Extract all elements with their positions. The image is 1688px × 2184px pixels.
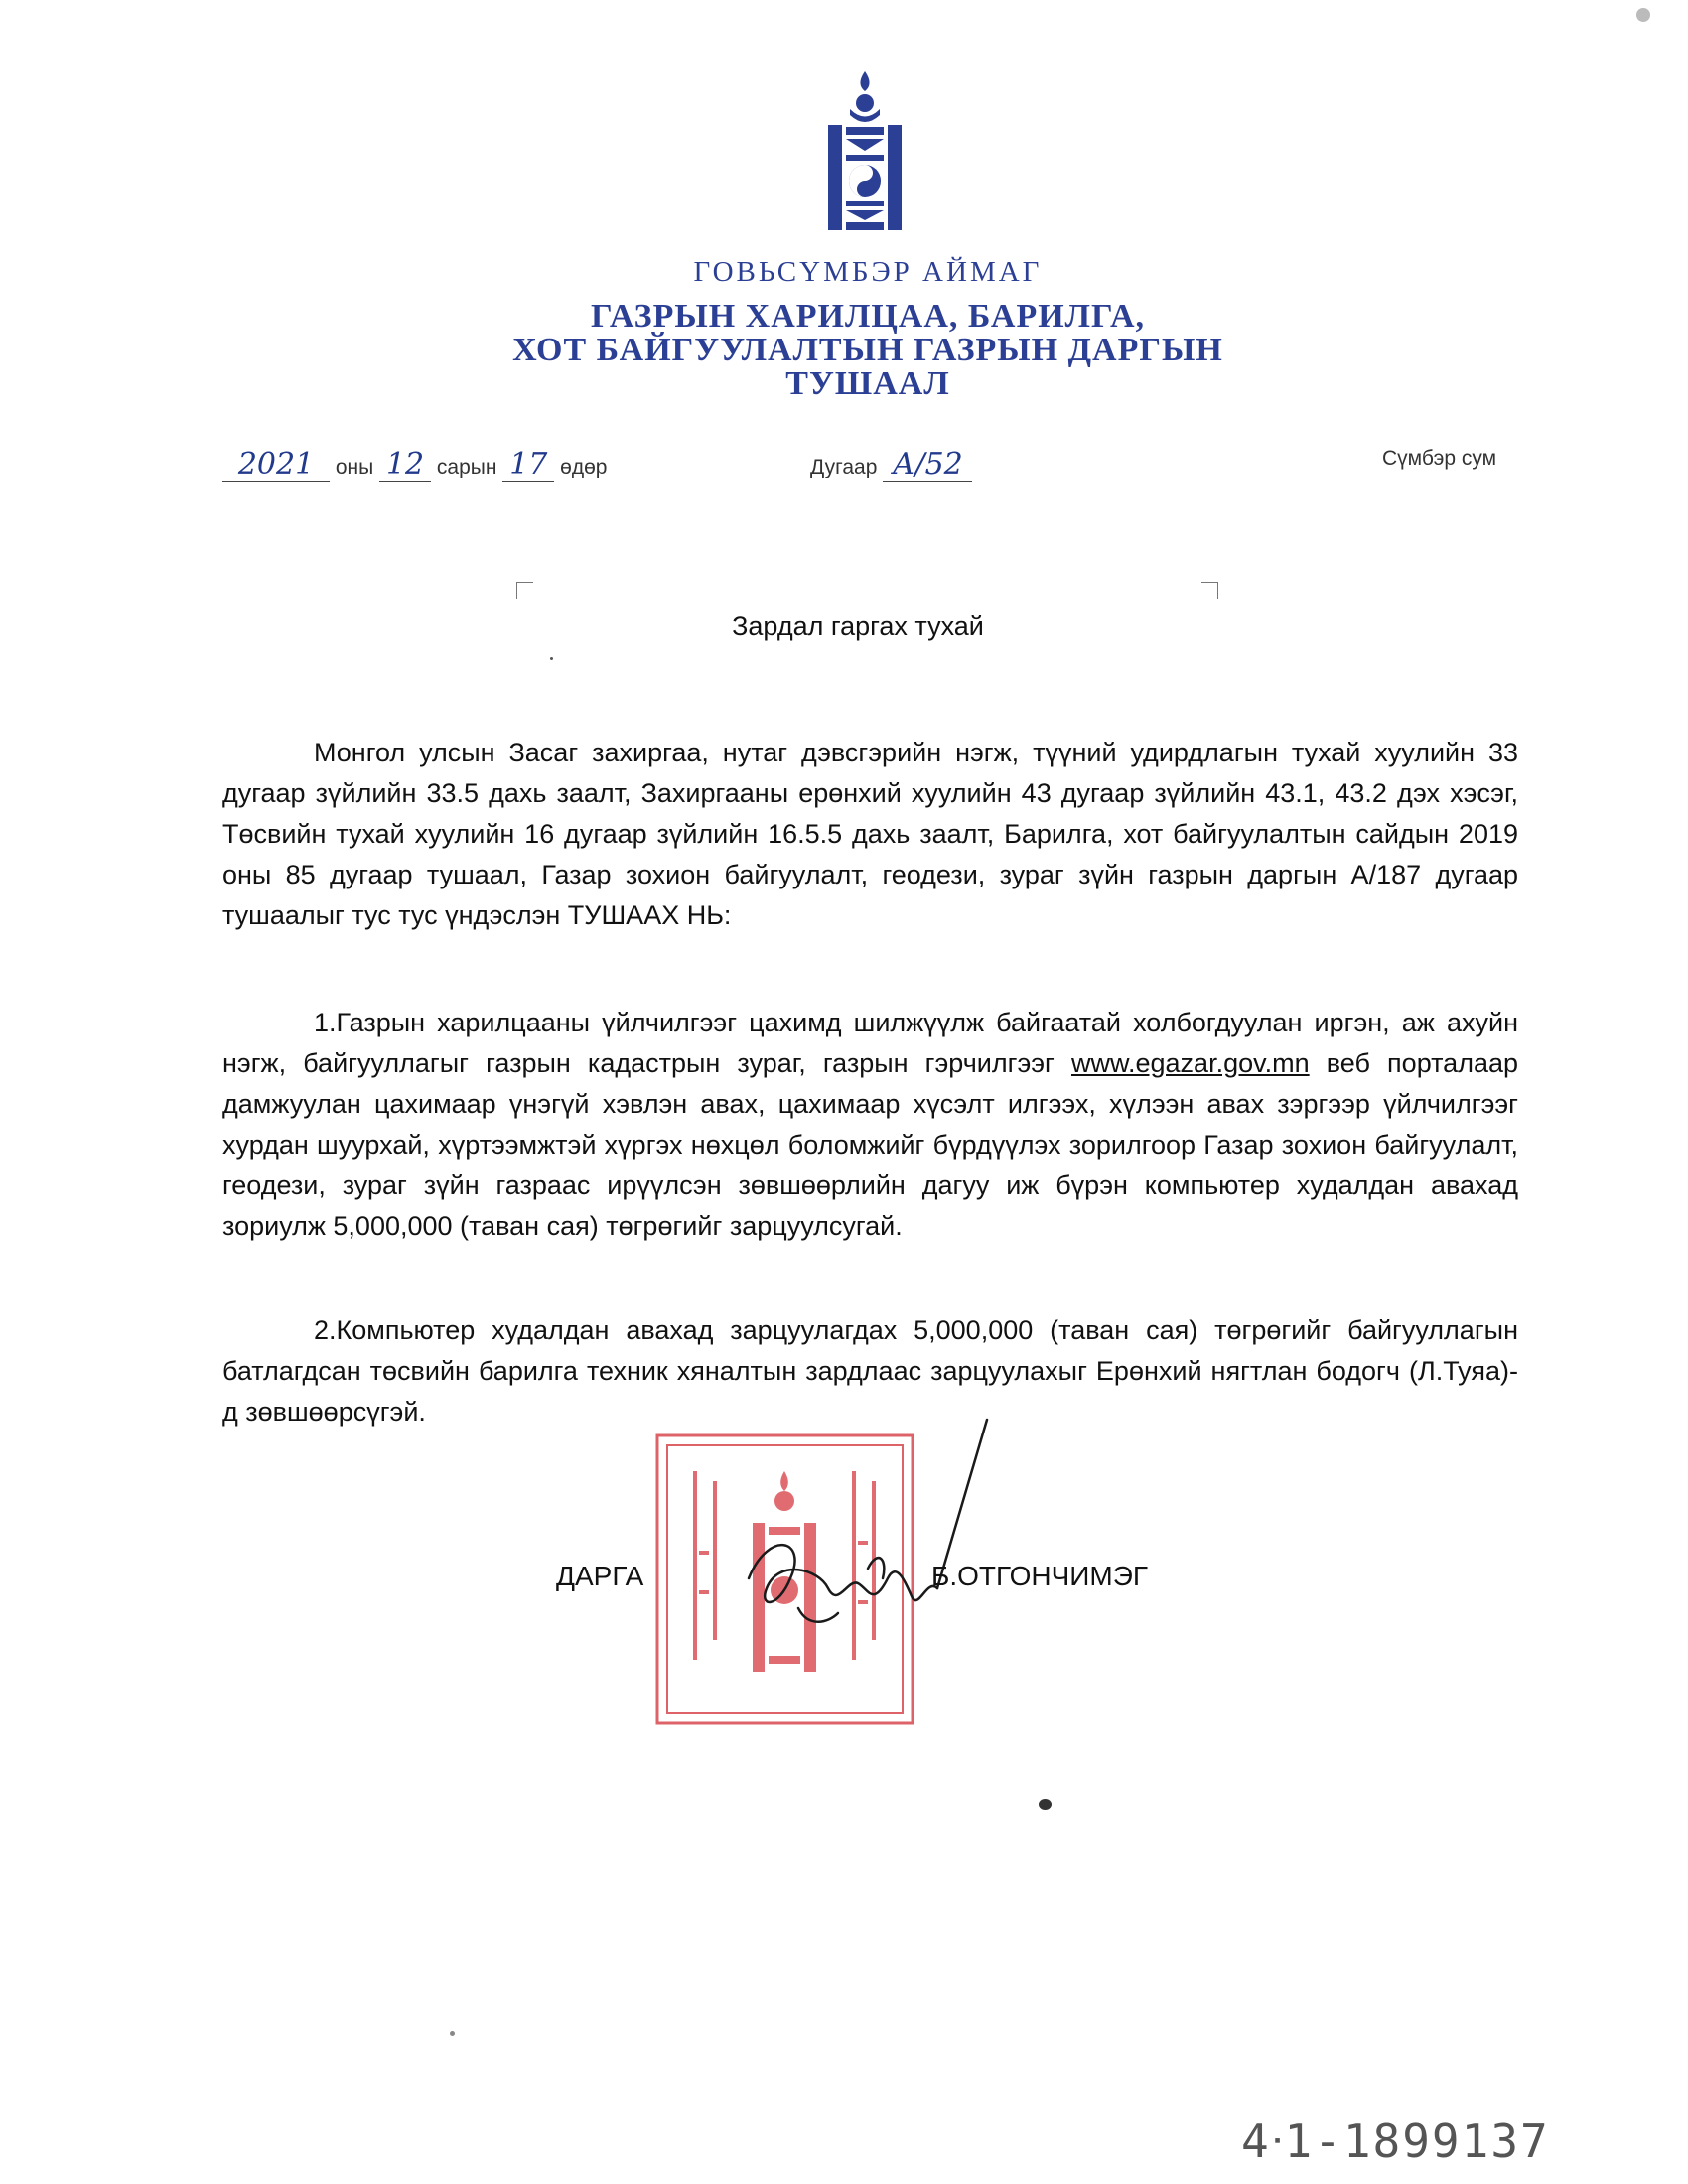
order-item-1 [222, 1003, 1518, 1247]
egazar-link[interactable]: www.egazar.gov.mn [1071, 1048, 1310, 1078]
subject-corner-right [1201, 582, 1218, 599]
date-day: 17 [502, 447, 554, 482]
date-year-suffix: оны [335, 456, 374, 478]
subject-corner-left [516, 582, 533, 599]
signatory-title: ДАРГА [556, 1561, 644, 1591]
aimag-title: ГОВЬСҮМБЭР АЙМАГ [693, 256, 1043, 288]
order-item-2: 2.Компьютер худалдан авахад зарцуулагдах 5,000,000 (таван сая) төгрөгийг байгууллагын батлагдсан төсвийн барилга техник хяналтын зардлаас зарцуулахыг Ерөнхий нягтлан бодогч (Л.Туяа)-д зөвшөөрсүгэй. [222, 1315, 1518, 1427]
date-month: 12 [379, 447, 431, 482]
date-year: 2021 [222, 447, 330, 482]
document-type: ТУШААЛ [785, 365, 950, 402]
department-title-line2: ХОТ БАЙГУУЛАЛТЫН ГАЗРЫН ДАРГЫН [512, 332, 1223, 368]
preamble-paragraph: Монгол улсын Засаг захиргаа, нутаг дэвсгэрийн нэгж, түүний удирдлагын тухай хуулийн 33 дугаар зүйлийн 33.5 дахь заалт, Захиргааны ерөнхий хуулийн 43 дугаар зүйлийн 43.1, 43.2 дэх хэсэг, Төсвийн тухай хуулийн 16 дугаар зүйлийн 16.5.5 дахь заалт, Барилга, хот байгуулалтын сайдын 2019 оны 85 дугаар тушаал, Газар зохион байгуулалт, геодези, зураг зүйн газрын даргын А/187 дугаар тушаалыг тус тус үндэслэн ТУШААХ НЬ: [222, 738, 1518, 930]
scan-speck [450, 2031, 455, 2036]
soyombo-emblem-icon [820, 69, 910, 236]
subject-title: Зардал гаргах тухай [732, 612, 984, 641]
order-item-1-text-b: веб порталаар дамжуулан цахимаар үнэгүй хэвлэн авах, цахимаар хүсэлт илгээх, хүлээн авах зэргээр үйлчилгээг хурдан шуурхай, хүртээмжтэй хүргэх нөхцөл боломжийг бүрдүүлэх зорилгоор Газар зохион байгуулалт, геодези, зураг зүйн газраас ирүүлсэн зөвшөөрлийн дагуу иж бүрэн компьютер худалдан авахад зориулж 5,000,000 (таван сая) төгрөгийг зарцуулсугай. [222, 1048, 1518, 1241]
signatory-name: Б.ОТГОНЧИМЭГ [931, 1561, 1149, 1591]
number-label: Дугаар [810, 456, 878, 478]
signature-icon [739, 1410, 992, 1668]
scan-speck [1039, 1799, 1052, 1810]
place: Сүмбэр сум [1382, 447, 1497, 470]
department-title-line1: ГАЗРЫН ХАРИЛЦАА, БАРИЛГА, [590, 298, 1145, 335]
date-day-suffix: өдөр [560, 456, 608, 478]
date-month-suffix: сарын [436, 456, 497, 478]
document-number [810, 447, 972, 482]
scan-speck [1636, 8, 1650, 22]
number-value: А/52 [883, 447, 972, 482]
order-item-1-text-a: 1.Газрын харилцааны үйлчилгээг цахимд шилжүүлж байгаатай холбогдуулан иргэн, аж ахуйн нэгж, байгууллагыг газрын кадастрын зураг, газрын гэрчилгээг [222, 1008, 1518, 1078]
serial-number: 4ᐧ1-1899137 [1241, 2115, 1550, 2168]
scan-speck [550, 657, 553, 660]
date-line [222, 447, 607, 482]
